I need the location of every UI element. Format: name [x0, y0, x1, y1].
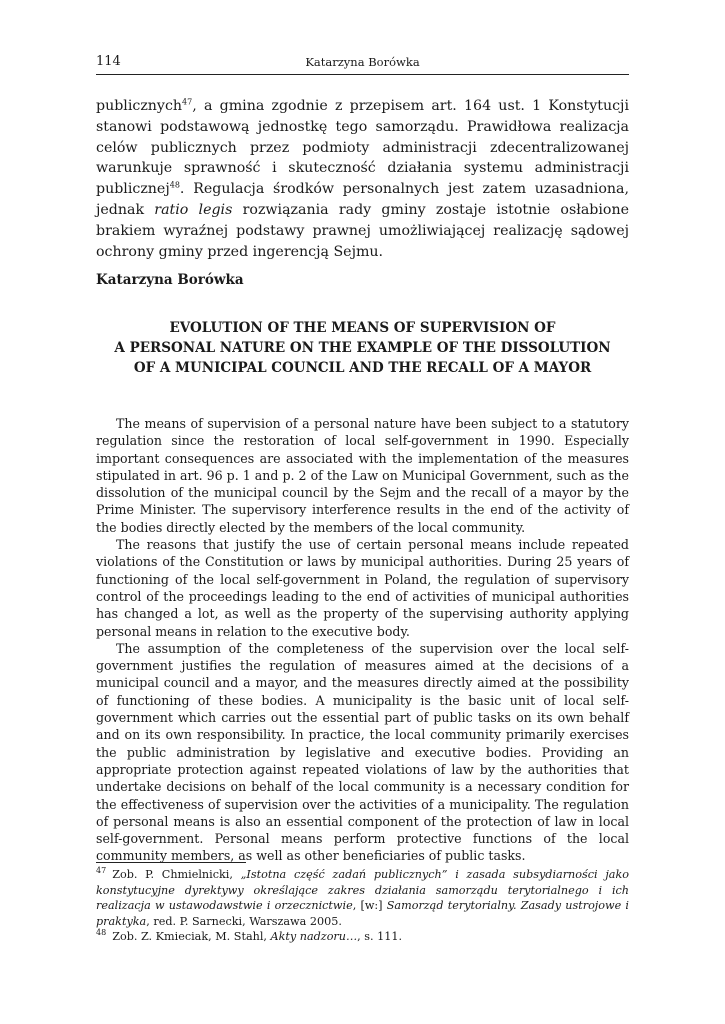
footnote-italic: Akty nadzoru… [270, 930, 358, 943]
title-line: OF A MUNICIPAL COUNCIL AND THE RECALL OF A MAYOR [133, 360, 592, 376]
author-name: Katarzyna Borówka [96, 272, 244, 288]
text-run: , a gmina zgodnie z przepisem art. 164 ust. 1 Konstytucji stanowi podstawową jednostkę tego samorządu. Prawidłowa realizacja celów publicznych przez podmioty administracji zdecentralizowanej warunkuje sprawność i skuteczność działania systemu administracji publicznej [96, 98, 629, 198]
italic-term: ratio legis [154, 201, 233, 218]
footnote-text: Zob. P. Chmielnicki, [112, 868, 241, 881]
footnote-ref-47[interactable]: 47 [182, 97, 193, 107]
page-number: 114 [96, 54, 121, 69]
title-line: EVOLUTION OF THE MEANS OF SUPERVISION OF [169, 320, 556, 336]
footnote-text: Zob. Z. Kmieciak, M. Stahl, [112, 930, 271, 943]
footnote-text: , [w:] [352, 899, 387, 912]
footnote-divider [96, 862, 246, 863]
footnote-text: , s. 111. [357, 930, 403, 943]
footnote-47 [96, 867, 629, 929]
abstract [96, 415, 629, 865]
text-run: rozwiązania rady gminy zostaje istotnie osłabione brakiem wyraźnej podstawy prawnej umożliwiającej realizację sądowej ochrony gminy przed ingerencją Sejmu. [96, 201, 629, 260]
title-line: A PERSONAL NATURE ON THE EXAMPLE OF THE DISSOLUTION [114, 340, 611, 356]
text-run: publicznych [96, 98, 183, 114]
polish-paragraph [96, 96, 629, 262]
article-title [96, 318, 629, 378]
footnote-italic: „Istotna część zadań publicznych” i zasada subsydiarności jako konstytucyjne dyrektywy określające zakres działania samorządu terytorialnego i ich realizacja w ustawodawstwie i orzecznictwie [96, 868, 629, 912]
footnote-text: , red. P. Sarnecki, Warszawa 2005. [146, 914, 342, 928]
footnote-ref-48[interactable]: 48 [169, 180, 180, 190]
page-header [96, 52, 629, 75]
abstract-paragraph: The assumption of the completeness of the supervision over the local self-government justifies the regulation of measures aimed at the decisions of a municipal council and a mayor, and the measures directly aimed at the possibility of functioning of these bodies. A municipality is the basic unit of local self-government which carries out the essential part of public tasks on its own behalf and on its own responsibility. In practice, the local community primarily exercises the public administration by legislative and executive bodies. Providing an appropriate protection against repeated violations of law by the authorities that undertake decisions on behalf of the local community is a necessary condition for the effectiveness of supervision over the activities of a municipality. The regulation of personal means is also an essential component of the protection of law in local self-government. Personal means perform protective functions of the local community members, as well as other beneficiaries of public tasks. [96, 640, 629, 864]
running-head: Katarzyna Borówka [305, 55, 420, 69]
footnotes [96, 867, 629, 945]
footnote-number: 47 [96, 866, 107, 876]
abstract-paragraph: The means of supervision of a personal nature have been subject to a statutory regulation since the restoration of local self-government in 1990. Especially important consequences are associated with the implementation of the measures stipulated in art. 96 p. 1 and p. 2 of the Law on Municipal Government, such as the dissolution of the municipal council by the Sejm and the recall of a mayor by the Prime Minister. The supervisory interference results in the end of the activity of the bodies directly elected by the members of the local community. [96, 416, 629, 535]
abstract-paragraph: The reasons that justify the use of certain personal means include repeated violations of the Constitution or laws by municipal authorities. During 25 years of functioning of the local self-government in Poland, the regulation of supervisory control of the proceedings leading to the end of activities of municipal authorities has changed a lot, as well as the property of the supervising authority applying personal means in relation to the executive body. [96, 537, 629, 639]
footnote-italic: Samorząd terytorialny. Zasady ustrojowe i praktyka [96, 899, 629, 928]
footnote-48 [96, 929, 629, 945]
footnote-number: 48 [96, 928, 107, 938]
text-run: . Regulacja środków personalnych jest zatem uzasadniona, jednak [96, 181, 629, 218]
